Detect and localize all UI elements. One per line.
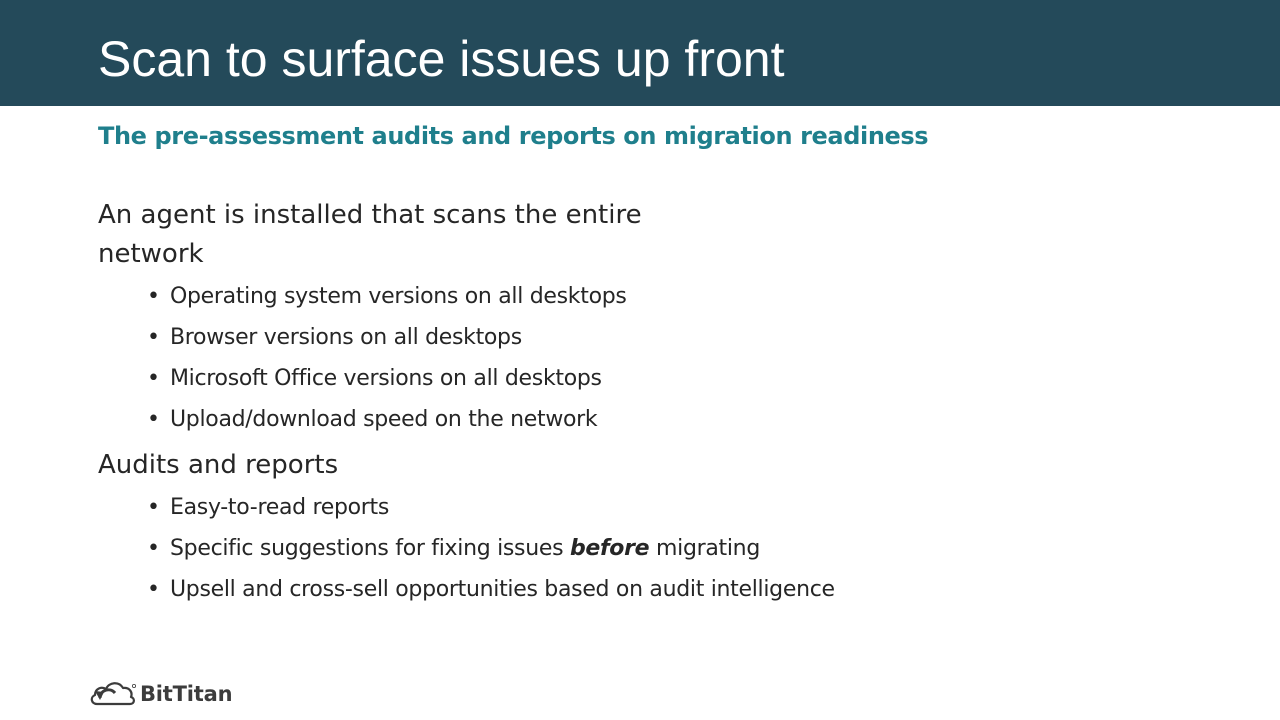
list-item: [98, 493, 878, 523]
cloud-arrow-icon: [88, 677, 138, 711]
list-item: [98, 575, 878, 605]
bullet-icon: •: [147, 325, 160, 350]
logo-wordmark: BitTitan: [140, 682, 233, 706]
bullet-icon: •: [147, 407, 160, 432]
list-item: [98, 534, 878, 564]
list-item: [98, 405, 878, 435]
bullet-icon: •: [147, 284, 160, 309]
bullet-text: Upload/download speed on the network: [170, 407, 598, 432]
bullet-text: Upsell and cross-sell opportunities based on audit intelligence: [170, 577, 835, 602]
slide-subtitle: The pre-assessment audits and reports on migration readiness: [98, 122, 929, 150]
list-item: [98, 282, 878, 312]
bullet-icon: •: [147, 577, 160, 602]
bullet-text: Microsoft Office versions on all desktops: [170, 366, 602, 391]
bullet-list-audits: [98, 493, 878, 605]
slide-content: [98, 196, 878, 616]
bullet-text-suffix: migrating: [656, 536, 760, 561]
list-item: [98, 323, 878, 353]
bullet-icon: •: [147, 536, 160, 561]
slide-title: Scan to surface issues up front: [98, 31, 785, 87]
bullet-emphasis: before: [569, 536, 650, 561]
bullet-text-lead: Specific suggestions for fixing issues: [170, 536, 564, 561]
list-item: [98, 364, 878, 394]
bullet-icon: •: [147, 495, 160, 520]
section-heading-audits: Audits and reports: [98, 450, 339, 480]
bullet-text: [170, 534, 878, 564]
bullet-text: Operating system versions on all desktops: [170, 284, 627, 309]
bullet-list-agent: [98, 282, 878, 435]
bittitan-logo: [88, 676, 232, 712]
bullet-text: Browser versions on all desktops: [170, 325, 522, 350]
section-heading-agent: An agent is installed that scans the entire network: [98, 200, 642, 269]
bullet-icon: •: [147, 366, 160, 391]
bullet-text: Easy-to-read reports: [170, 495, 390, 520]
